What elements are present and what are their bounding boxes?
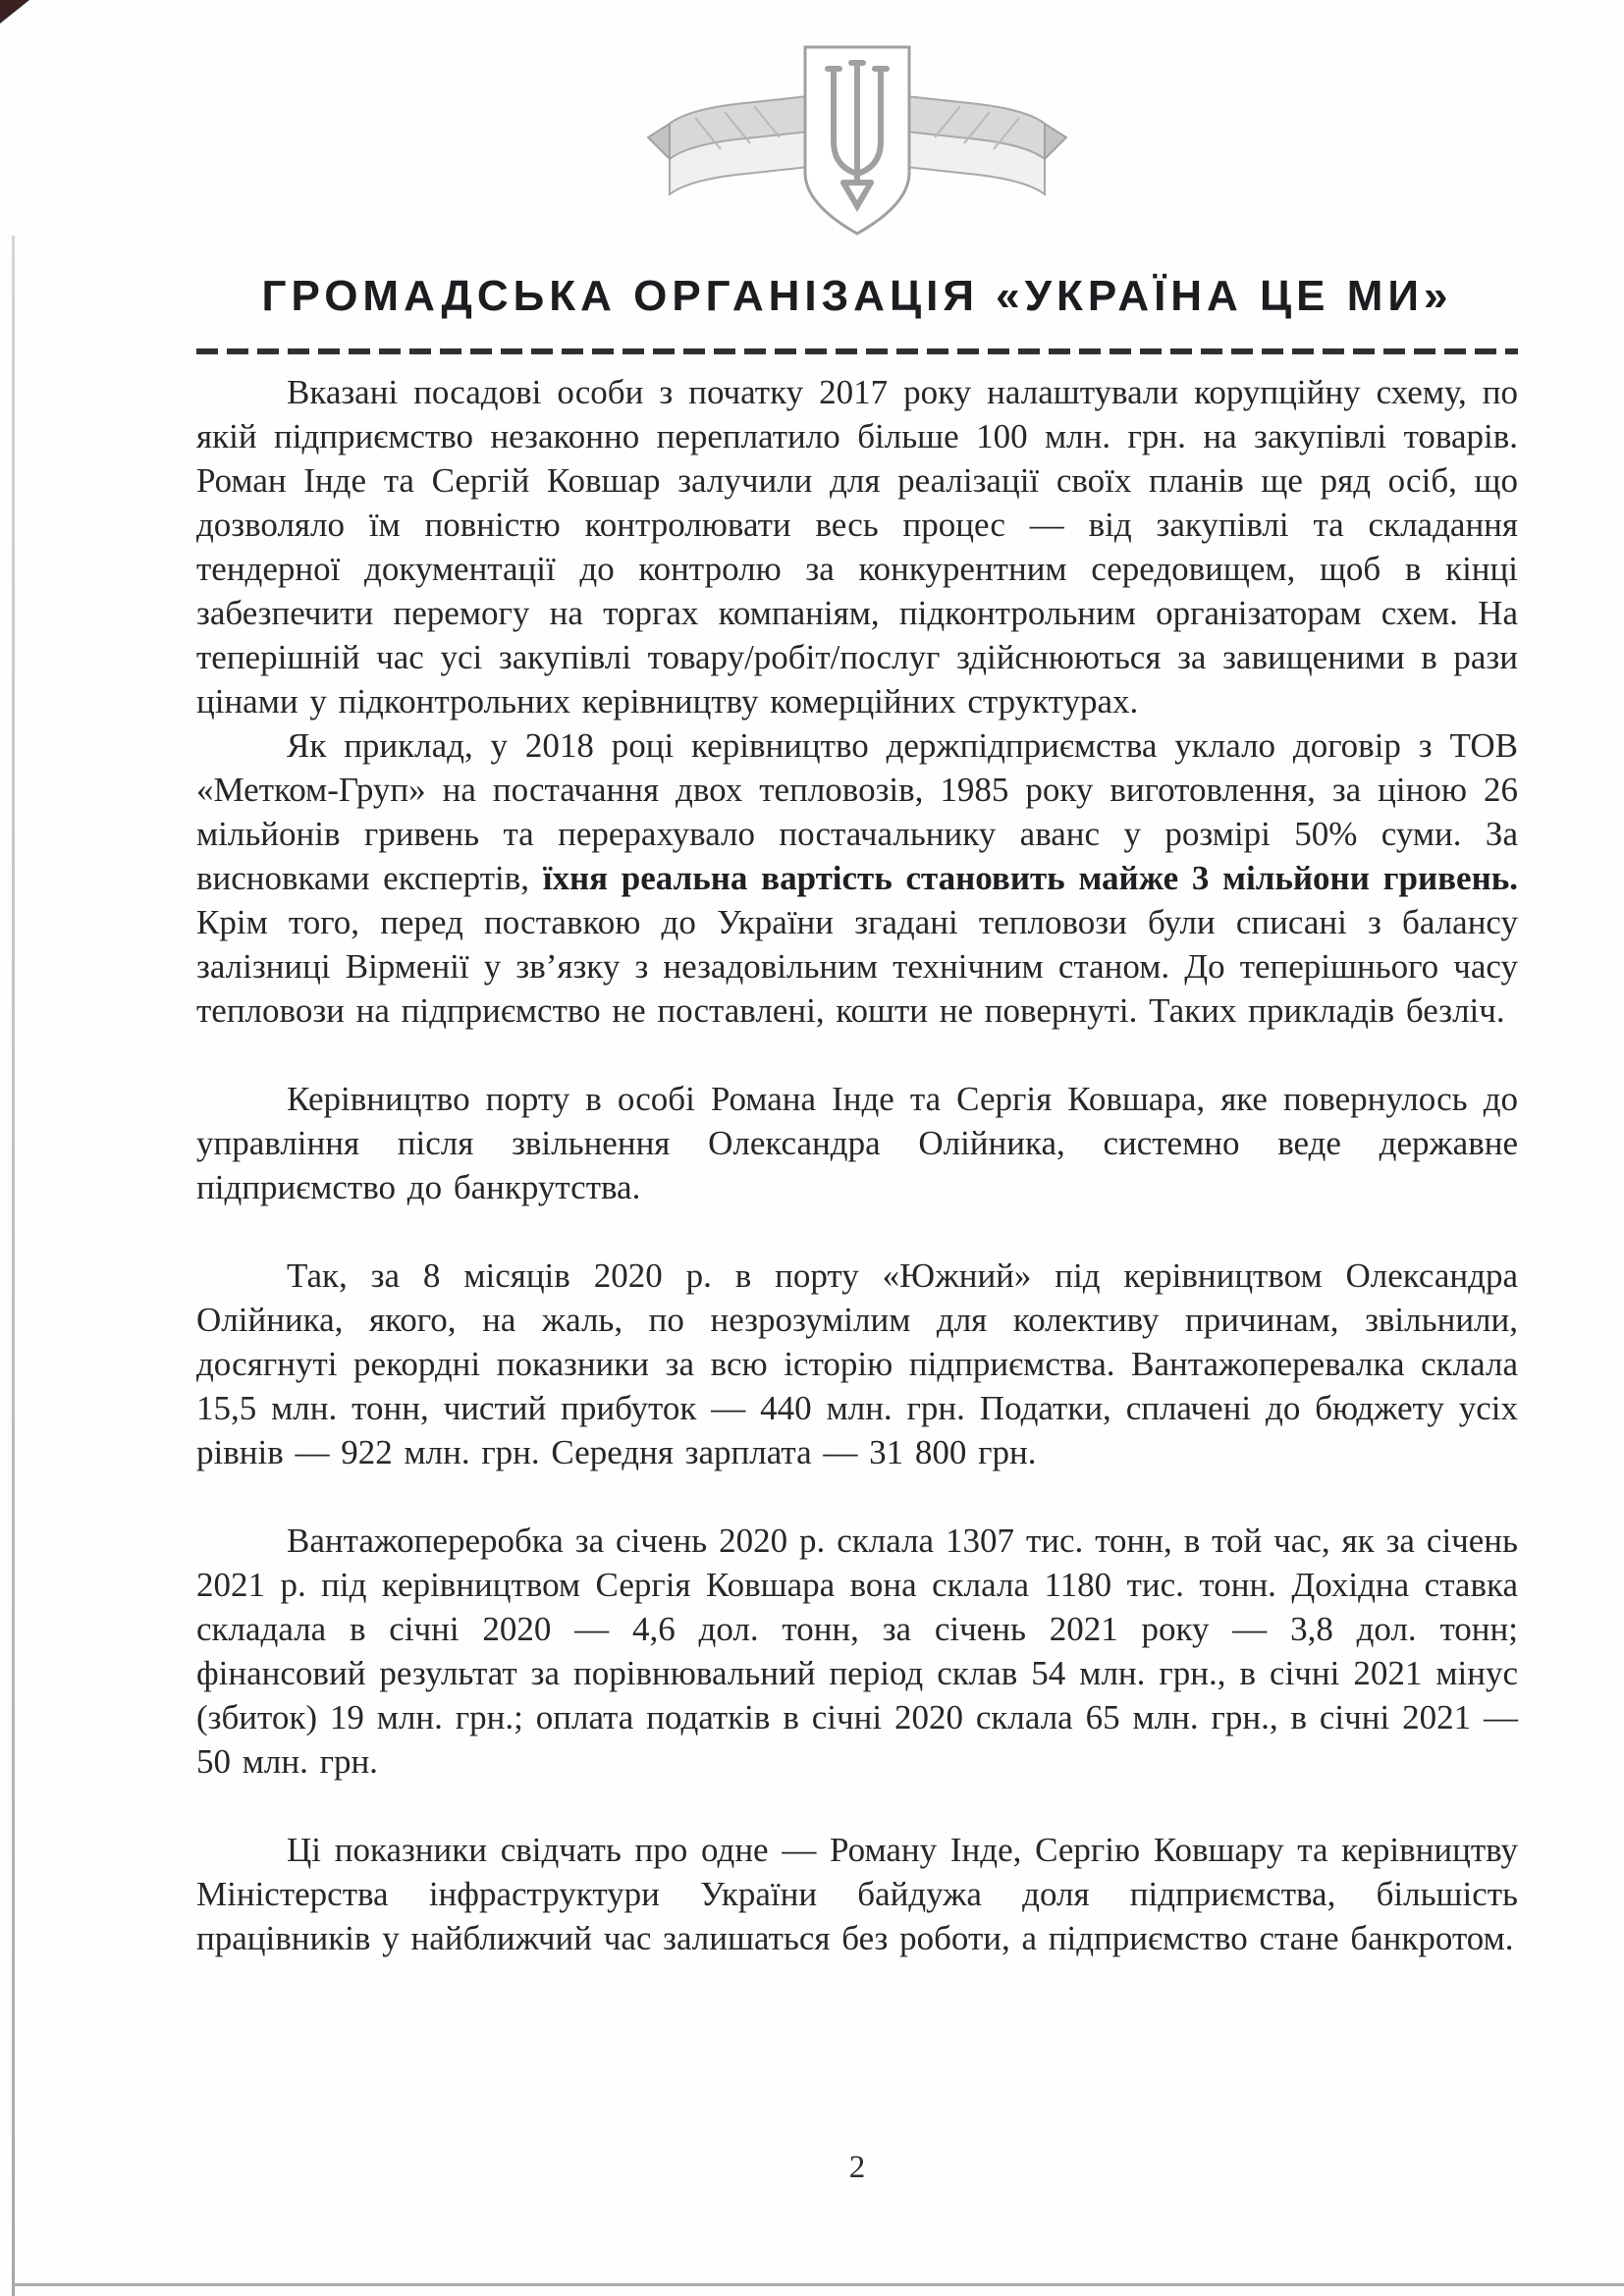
paragraph-2 (196, 723, 1518, 1033)
paragraph-1: Вказані посадові особи з початку 2017 року налаштували корупційну схему, по якій підприємство незаконно переплатило більше 100 млн. грн. на закупівлі товарів. Роман Інде та Сергій Ковшар залучили для реалізації своїх планів ще ряд осіб, що дозволяло їм повністю контролювати весь процес — від закупівлі та складання тендерної документації до контролю за конкурентним середовищем, щоб в кінці забезпечити перемогу на торгах компаніям, підконтрольним організаторам схем. На теперішній час усі закупівлі товару/робіт/послуг здійснюються за завищеними в рази цінами у підконтрольних керівництву комерційних структурах. (196, 373, 1518, 721)
document-content (196, 35, 1518, 1960)
scan-left-edge-line (12, 236, 15, 2296)
dashed-separator (196, 348, 1518, 354)
scan-bottom-edge-line (12, 2283, 1624, 2286)
paragraph-2-text-start: Як приклад, у 2018 році керівництво держпідприємства уклало договір з ТОВ «Метком-Груп» на постачання двох тепловозів, 1985 року виготовлення, за ціною 26 мільйонів гривень та перерахувало постачальнику аванс у розмірі 50% суми. За висновками експертів, (196, 726, 1518, 897)
paragraph-6: Ці показники свідчать про одне — Роману Інде, Сергію Ковшару та керівництву Міністерства інфраструктури України байдужа доля підприємства, більшість працівників у найближчий час залишаться без роботи, а підприємство стане банкротом. (196, 1831, 1518, 1957)
paragraph-2-text-end: Крім того, перед поставкою до України згадані тепловози були списані з балансу залізниці Вірменії у зв’язку з незадовільним технічним станом. До теперішнього часу тепловози на підприємство не поставлені, кошти не повернуті. Таких прикладів безліч. (196, 903, 1518, 1030)
scan-corner-artifact (0, 0, 29, 24)
paragraph-2-bold-text: їхня реальна вартість становить майже 3 мільйони гривень. (542, 859, 1518, 897)
paragraph-5: Вантажопереробка за січень 2020 р. склала 1307 тис. тонн, в той час, як за січень 2021 р. під керівництвом Сергія Ковшара вона склала 1180 тис. тонн. Дохідна ставка складала в січні 2020 — 4,6 дол. тонн, за січень 2021 року — 3,8 дол. тонн; фінансовий результат за порівнювальний період склав 54 млн. грн., в січні 2021 мінус (збиток) 19 млн. грн.; оплата податків в січні 2020 склала 65 млн. грн., в січні 2021 — 50 млн. грн. (196, 1522, 1518, 1781)
ukraine-trident-emblem (196, 35, 1518, 256)
page-number: 2 (848, 2150, 866, 2185)
trident-emblem-icon (626, 35, 1088, 256)
paragraph-3: Керівництво порту в особі Романа Інде та Сергія Ковшара, яке повернулось до управління після звільнення Олександра Олійника, системно веде державне підприємство до банкрутства. (196, 1080, 1518, 1206)
organization-title: ГРОМАДСЬКА ОРГАНІЗАЦІЯ «УКРАЇНА ЦЕ МИ» (261, 272, 1453, 320)
document-body (196, 370, 1518, 1960)
paragraph-4: Так, за 8 місяців 2020 р. в порту «Южний» під керівництвом Олександра Олійника, якого, на жаль, по незрозумілим для колективу причинам, звільнили, досягнуті рекордні показники за всю історію підприємства. Вантажоперевалка склала 15,5 млн. тонн, чистий прибуток — 440 млн. грн. Податки, сплачені до бюджету усіх рівнів — 922 млн. грн. Середня зарплата — 31 800 грн. (196, 1256, 1518, 1471)
